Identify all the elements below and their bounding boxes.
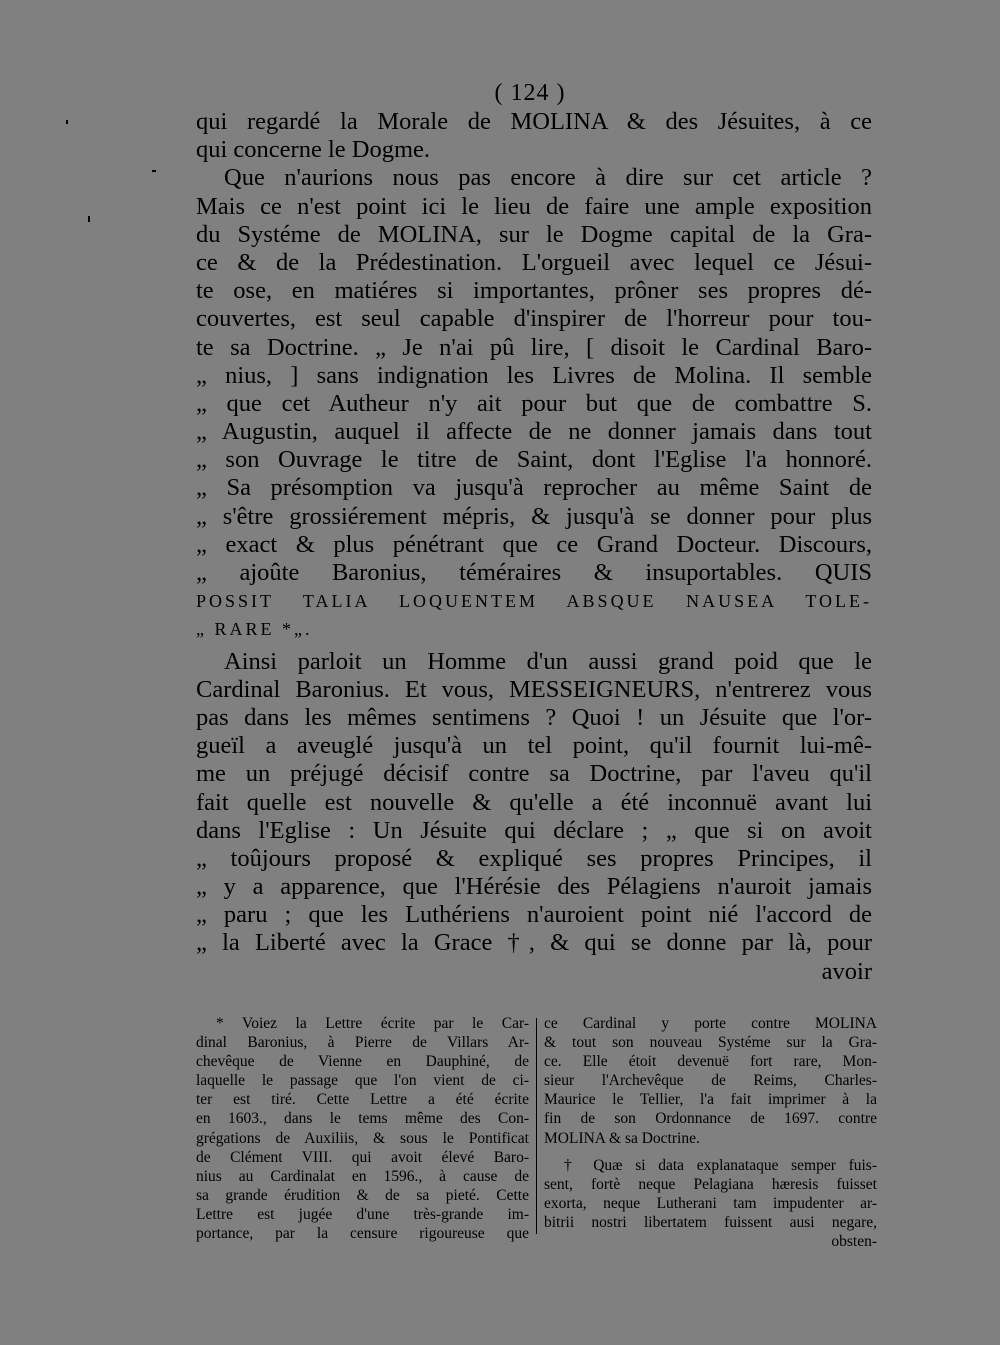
footnote-line: exorta, neque Lutherani tam impudenter ar- <box>544 1194 877 1212</box>
footnote-line: portance, par la censure rigoureuse que <box>196 1225 529 1243</box>
text-line: „ que cet Autheur n'y ait pour but que de combattre S. <box>196 389 872 417</box>
footnote-line: sent, fortè neque Pelagiana hæresis fuisset <box>544 1175 877 1193</box>
ink-speck <box>88 216 90 222</box>
footnote-line: MOLINA & sa Doctrine. <box>544 1129 700 1147</box>
footnote-line: chevêque de Vienne en Dauphiné, de <box>196 1053 529 1071</box>
footnote-line: † Quæ si data explanataque semper fuis- <box>564 1156 877 1174</box>
footnote-line: sieur l'Archevêque de Reims, Charles- <box>544 1072 877 1090</box>
footnote-line: en 1603., dans le tems même des Con- <box>196 1110 529 1128</box>
text-line: pas dans les mêmes sentimens ? Quoi ! un Jésuite que l'or- <box>196 703 872 731</box>
text-line: „ y a apparence, que l'Hérésie des Pélagiens n'auroit jamais <box>196 873 872 901</box>
text-line: gueïl a aveuglé jusqu'à un tel point, qu'il fournit lui-mê- <box>196 732 872 760</box>
text-line: Mais ce n'est point ici le lieu de faire une ample exposition <box>196 192 872 220</box>
page-number: ( 124 ) <box>494 80 566 106</box>
footnote-line: laquelle le passage que l'on vient de ci- <box>196 1072 529 1090</box>
text-line: fait quelle est nouvelle & qu'elle a été inconnuë avant lui <box>196 788 872 816</box>
ink-speck <box>152 170 156 172</box>
footnote-line: Lettre est jugée d'une très-grande im- <box>196 1205 529 1223</box>
catchword: avoir <box>821 957 872 985</box>
footnote-line: nius au Cardinalat en 1596., à cause de <box>196 1167 529 1185</box>
text-line: „ Augustin, auquel il affecte de ne donner jamais dans tout <box>196 418 872 446</box>
footnote-line: grégations de Auxiliis, & sous le Pontificat <box>196 1129 529 1147</box>
text-line: „ RARE *„. <box>196 619 313 640</box>
text-line: „ toûjours proposé & expliqué ses propres Principes, il <box>196 844 872 872</box>
footnote-line: ce. Elle étoit devenuë fort rare, Mon- <box>544 1053 877 1071</box>
text-line: „ paru ; que les Luthériens n'auroient point nié l'accord de <box>196 901 872 929</box>
text-line: dans l'Eglise : Un Jésuite qui déclare ; „ que si on avoit <box>196 816 872 844</box>
text-line: „ nius, ] sans indignation les Livres de Molina. Il semble <box>196 361 872 389</box>
footnote-line: dinal Baronius, à Pierre de Villars Ar- <box>196 1034 529 1052</box>
footnote-line: de Clément VIII. qui avoit élevé Baro- <box>196 1148 529 1166</box>
footnote-line: Maurice le Tellier, l'a fait imprimer à la <box>544 1091 877 1109</box>
text-line: ce & de la Prédestination. L'orgueil avec lequel ce Jésui- <box>196 248 872 276</box>
text-line: te ose, en matiéres si importantes, prôner ses propres dé- <box>196 277 872 305</box>
main-text <box>196 108 872 986</box>
text-line: qui regardé la Morale de MOLINA & des Jésuites, à ce <box>196 108 872 135</box>
footnote-line: * Voiez la Lettre écrite par le Car- <box>216 1015 529 1032</box>
text-line: Ainsi parloit un Homme d'un aussi grand poid que le <box>224 647 872 675</box>
footnote-line: bitrii nostri libertatem fuissent ausi negare, <box>544 1213 877 1231</box>
footnote-catchword: obsten- <box>831 1233 877 1251</box>
footnote-line: & tout son nouveau Systéme sur la Gra- <box>544 1034 877 1052</box>
footnote-divider <box>536 1018 537 1234</box>
text-line: te sa Doctrine. „ Je n'ai pû lire, [ disoit le Cardinal Baro- <box>196 333 872 361</box>
text-line: me un préjugé décisif contre sa Doctrine, par l'aveu qu'il <box>196 760 872 788</box>
text-line: „ s'être grossiérement mépris, & jusqu'à se donner pour plus <box>196 502 872 530</box>
footnote-line: sa grande érudition & de sa pieté. Cette <box>196 1186 529 1204</box>
footnote-line: ter est tiré. Cette Lettre a été écrite <box>196 1091 529 1109</box>
footnote-column-left <box>196 1014 529 1243</box>
ink-speck <box>66 120 68 124</box>
text-line: couvertes, est seul capable d'inspirer de l'horreur pour tou- <box>196 305 872 333</box>
text-line: „ son Ouvrage le titre de Saint, dont l'Eglise l'a honnoré. <box>196 446 872 474</box>
text-line: „ Sa présomption va jusqu'à reprocher au même Saint de <box>196 474 872 502</box>
text-line: du Systéme de MOLINA, sur le Dogme capital de la Gra- <box>196 220 872 248</box>
text-line: „ exact & plus pénétrant que ce Grand Docteur. Discours, <box>196 530 872 558</box>
text-line: Que n'aurions nous pas encore à dire sur cet article ? <box>224 164 872 192</box>
text-line: Cardinal Baronius. Et vous, MESSEIGNEURS, n'entrerez vous <box>196 675 872 703</box>
footnote-line: ce Cardinal y porte contre MOLINA <box>544 1015 877 1032</box>
text-line: „ ajoûte Baronius, téméraires & insuportables. QUIS <box>196 559 872 586</box>
text-line: „ la Liberté avec la Grace †, & qui se donne par là, pour <box>196 929 872 957</box>
footnote-column-right <box>544 1014 877 1251</box>
footnote-line: fin de son Ordonnance de 1697. contre <box>544 1110 877 1128</box>
text-line: qui concerne le Dogme. <box>196 136 431 164</box>
text-line: POSSIT TALIA LOQUENTEM ABSQUE NAUSEA TOLE- <box>196 591 872 612</box>
